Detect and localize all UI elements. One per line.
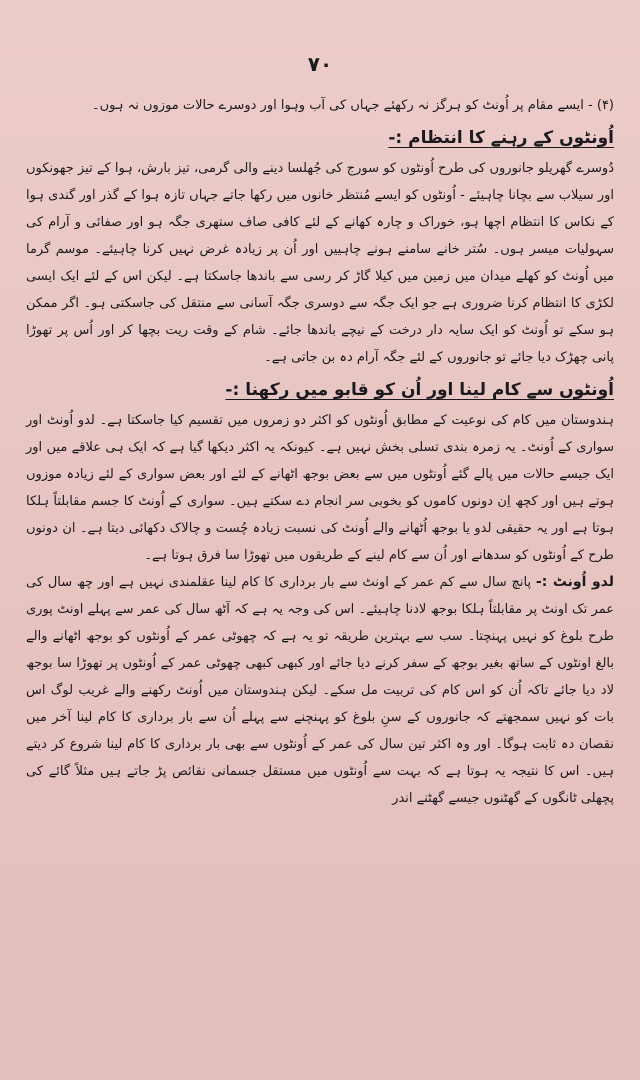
paragraph-pack-camel-text: پانچ سال سے کم عمر کے اونٹ سے بار برداری کا کام لینا عقلمندی نہیں ہے اور چھ سال کی عمر تک اونٹ پر مقابلتاً ہلکا بوجھ لادنا چاہیئے۔ اس کی وجہ یہ ہے کہ آٹھ سال کی عمر سے پہلے اونٹ پوری طرح بلوغ کو نہیں پہنچتا۔ سب سے بہترین طریقہ تو یہ ہے کہ چھوٹی عمر کے اُونٹوں کو بوجھ اٹھانے والے بالغ اونٹوں کے ساتھ بغیر بوجھ کے سفر کرنے دیا جائے اور کبھی کبھی چھوٹی عمر کے اُونٹوں پر تھوڑا سا بوجھ لاد دیا جائے تاکہ اُن کو اس کام کی تربیت مل سکے۔ لیکن ہندوستان میں اُونٹ رکھنے والے غریب لوگ اس بات کو نہیں سمجھتے کہ جانوروں کے سنِ بلوغ کو پہنچنے سے پہلے اُن سے بار برداری کا کام لینا آخر میں نقصان دہ ثابت ہوگا۔ اور وہ اکثر تین سال کی عمر کے اُونٹوں سے بھی بار برداری کا کام لینا شروع کر دیتے ہیں۔ اس کا نتیجہ یہ ہوتا ہے کہ بہت سے اُونٹوں میں مستقل جسمانی نقائص پڑ جاتے ہیں مثلاً گائے کی پچھلی ٹانگوں کے گھٹنوں جیسے گھٹنے اندر [26, 575, 614, 806]
heading-camel-housing: اُونٹوں کے رہنے کا انتظام :- [388, 128, 614, 148]
text-body [26, 92, 614, 812]
heading-working-with-camels: اُونٹوں سے کام لینا اور اُن کو قابو میں رکھنا :- [225, 380, 614, 400]
lead-pack-camel: لدو اُونٹ :- [535, 574, 614, 590]
paragraph-working: ہندوستان میں کام کی نوعیت کے مطابق اُونٹوں کو اکثر دو زمروں میں تقسیم کیا جاسکتا ہے۔ لدو اُونٹ اور سواری کے اُونٹ۔ یہ زمرہ بندی تسلی بخش نہیں ہے۔ کیونکہ یہ اکثر دیکھا گیا ہے کہ ایک ہی علاقے میں اور ایک جیسے حالات میں پالے گئے اُونٹوں میں سے بعض بوجھ اٹھانے کے لئے اور بعض سواری کے لئے زیادہ موزوں ہوتے ہیں اور کچھ اِن دونوں کاموں کو بخوبی سر انجام دے سکتے ہیں۔ سواری کے اُونٹ کا جسم مقابلتاً ہلکا ہوتا ہے اور یہ حقیقی لدو یا بوجھ اُٹھانے والے اُونٹ کی نسبت زیادہ چُست و چالاک دکھائی دیتا ہے۔ ان دونوں طرح کے اُونٹوں کو سدھانے اور اُن سے کام لینے کے طریقوں میں تھوڑا سا فرق ہوتا ہے۔ [26, 413, 614, 563]
paragraph-pack-camel [26, 569, 614, 812]
point-4: (۴) - ایسے مقام پر اُونٹ کو ہرگز نہ رکھئے جہاں کی آب وہوا اور دوسرے حالات موزوں نہ ہوں۔ [91, 98, 614, 113]
paragraph-housing: دُوسرے گھریلو جانوروں کی طرح اُونٹوں کو سورج کی جُھلسا دینے والی گرمی، تیز بارش، ہوا کے تیز جھونکوں اور سیلاب سے بچانا چاہیئے - اُونٹوں کو ایسے مُنتظر خانوں میں رکھا جاتے جہاں تازہ ہوا کے گذر اور گندی ہوا کے نکاس کا انتظام اچھا ہو، خوراک و چارہ کھانے کے لئے کافی صاف ستھری جگہ ہو اور صفائی و آرام کی سہولیات میسر ہوں۔ سُتر خانے سامنے ہونے چاہییں اور اُن پر زیادہ غرض نہیں کرنا چاہیئے۔ موسم گرما میں اُونٹ کو کھلے میدان میں زمین میں کیلا گاڑ کر رسی سے باندھا جاسکتا ہے۔ لیکن اس کے لئے ایک ایسی لکڑی کا انتظام کرنا ضروری ہے جو ایک جگہ سے دوسری جگہ آسانی سے منتقل کی جاسکتی ہو۔ اگر ممکن ہو سکے تو اُونٹ کو ایک سایہ دار درخت کے نیچے باندھا جائے۔ شام کے وقت ریت بچھا کر اور اُس پر تھوڑا پانی چھڑک دیا جائے تو جانوروں کے لئے جگہ آرام دہ بن جاتی ہے۔ [26, 161, 614, 365]
page-number: ٧٠ [307, 52, 333, 76]
